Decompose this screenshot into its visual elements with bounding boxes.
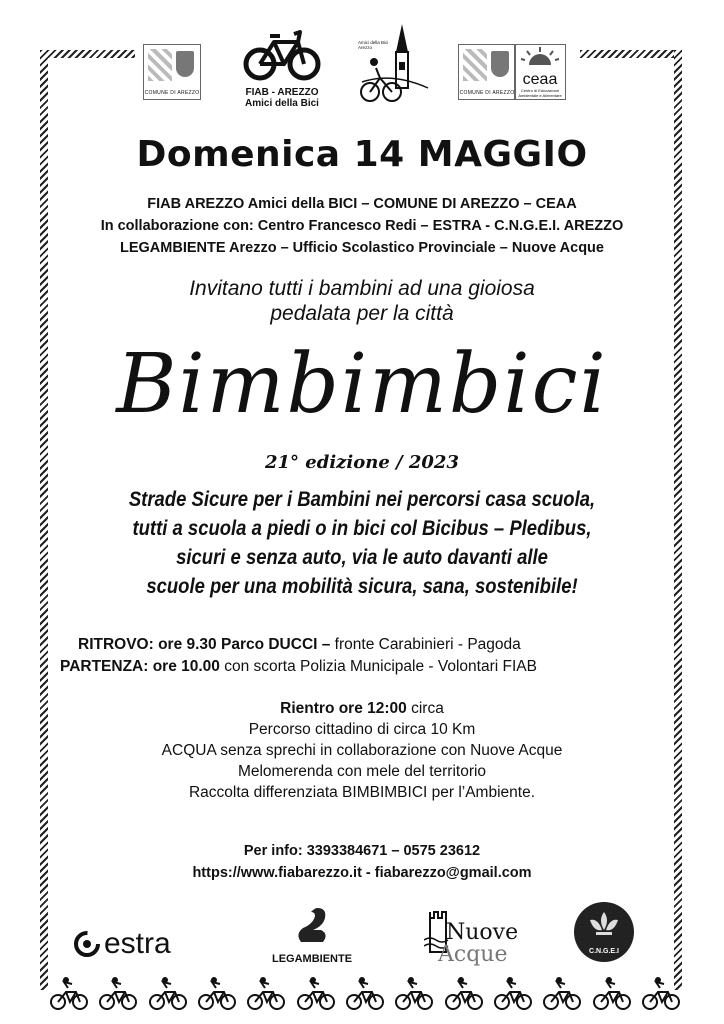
amici-bici-church-logo — [352, 22, 432, 106]
fiab-line2: Amici della Bici — [245, 98, 319, 109]
amici-small-text: Amici della Bici Arezzo — [358, 40, 389, 50]
comune-shield-icon — [176, 51, 194, 77]
cyclist-icon — [494, 976, 532, 1014]
cyclist-icon — [543, 976, 581, 1014]
cngei-logo — [574, 902, 634, 962]
cyclist-icon — [149, 976, 187, 1014]
church-cyclist-icon — [352, 22, 432, 106]
sun-icon — [515, 45, 565, 67]
cyclist-icon — [395, 976, 433, 1014]
bicycle-icon — [240, 26, 324, 82]
partenza-label: PARTENZA: ore 10.00 — [60, 658, 220, 675]
slogan-line: sicuri e senza auto, via le auto davanti alle — [176, 546, 548, 569]
ritrovo-label: RITROVO: ore 9.30 Parco DUCCI – — [78, 636, 331, 653]
estra-swirl-icon — [72, 929, 102, 959]
ritrovo-line — [60, 634, 680, 656]
contact-web[interactable]: https://www.fiabarezzo.it - fiabarezzo@gmail.com — [192, 865, 532, 881]
estra-logo — [72, 922, 171, 966]
nuove-acque-line2: Acque — [438, 942, 508, 967]
estra-text: estra — [104, 927, 171, 960]
page-title: Domenica 14 MAGGIO — [136, 134, 588, 175]
cyclist-icon — [198, 976, 236, 1014]
invitation — [0, 276, 724, 326]
cyclist-icon — [346, 976, 384, 1014]
cyclist-icon — [593, 976, 631, 1014]
cyclist-icon — [297, 976, 335, 1014]
detail-line: Melomerenda con mele del territorio — [237, 763, 487, 780]
detail-line: Raccolta differenziata BIMBIMBICI per l’Ambiente. — [188, 784, 536, 801]
contact-info — [0, 840, 724, 884]
invitation-line: Invitano tutti i bambini ad una gioiosa — [189, 277, 535, 300]
organizers-line: LEGAMBIENTE Arezzo – Ufficio Scolastico Provinciale – Nuove Acque — [120, 240, 604, 256]
contact-phone: Per info: 3393384671 – 0575 23612 — [243, 843, 481, 859]
slogan — [43, 485, 680, 601]
event-name: Bimbimbici — [116, 337, 608, 432]
ceaa-sub: Centro di Educazione Ambientale e Alimentare — [518, 88, 562, 98]
partenza-rest: con scorta Polizia Municipale - Volontari FIAB — [219, 658, 537, 675]
detail-line: Percorso cittadino di circa 10 Km — [248, 721, 476, 738]
fleur-de-lis-icon — [584, 910, 624, 942]
cngei-text: C.N.G.E.I — [589, 948, 619, 955]
cyclist-row — [50, 976, 680, 1014]
slogan-line: tutti a scuola a piedi o in bici col Bicibus – Pledibus, — [132, 517, 592, 540]
nuove-acque-line1: Nuove — [446, 920, 519, 945]
legambiente-text: LEGAMBIENTE — [271, 953, 353, 965]
organizers-line: In collaborazione con: Centro Francesco Redi – ESTRA - C.N.G.E.I. AREZZO — [100, 218, 624, 234]
legambiente-logo — [262, 904, 362, 965]
event-details — [0, 698, 724, 803]
comune-arezzo-logo-left — [143, 44, 201, 100]
cyclist-icon — [247, 976, 285, 1014]
comune-arezzo-logo-right — [458, 44, 516, 100]
cyclist-icon — [445, 976, 483, 1014]
slogan-line: Strade Sicure per i Bambini nei percorsi casa scuola, — [128, 488, 596, 511]
slogan-line: scuole per una mobilità sicura, sana, sostenibile! — [146, 575, 578, 598]
comune-shield-icon-right — [491, 51, 509, 77]
comune-left-label: COMUNE DI AREZZO — [144, 90, 200, 96]
comune-crest-pattern-right — [463, 49, 487, 81]
rientro-line — [0, 698, 724, 719]
border-top-right — [580, 50, 682, 58]
rientro-rest: circa — [406, 700, 444, 717]
organizers-line: FIAB AREZZO Amici della BICI – COMUNE DI AREZZO – CEAA — [147, 196, 577, 212]
ritrovo-rest: fronte Carabinieri - Pagoda — [330, 636, 521, 653]
ceaa-label: ceaa — [522, 71, 558, 88]
organizers — [0, 193, 724, 259]
comune-crest-pattern — [148, 49, 172, 81]
invitation-line: pedalata per la città — [270, 302, 454, 325]
partenza-line — [60, 656, 680, 678]
comune-right-label: COMUNE DI AREZZO — [459, 90, 515, 96]
border-top-left — [40, 50, 135, 58]
cyclist-icon — [99, 976, 137, 1014]
edition: 21° edizione / 2023 — [264, 452, 459, 473]
swan-icon — [291, 904, 333, 946]
cyclist-icon — [50, 976, 88, 1014]
nuove-acque-logo — [424, 908, 534, 968]
cyclist-icon — [642, 976, 680, 1014]
fiab-logo — [240, 26, 324, 109]
rientro-bold: Rientro ore 12:00 — [280, 700, 407, 717]
ceaa-logo — [514, 44, 566, 100]
meeting-info — [60, 634, 680, 678]
fiab-line1: FIAB - AREZZO — [245, 87, 319, 98]
detail-line: ACQUA senza sprechi in collaborazione con Nuove Acque — [161, 742, 563, 759]
